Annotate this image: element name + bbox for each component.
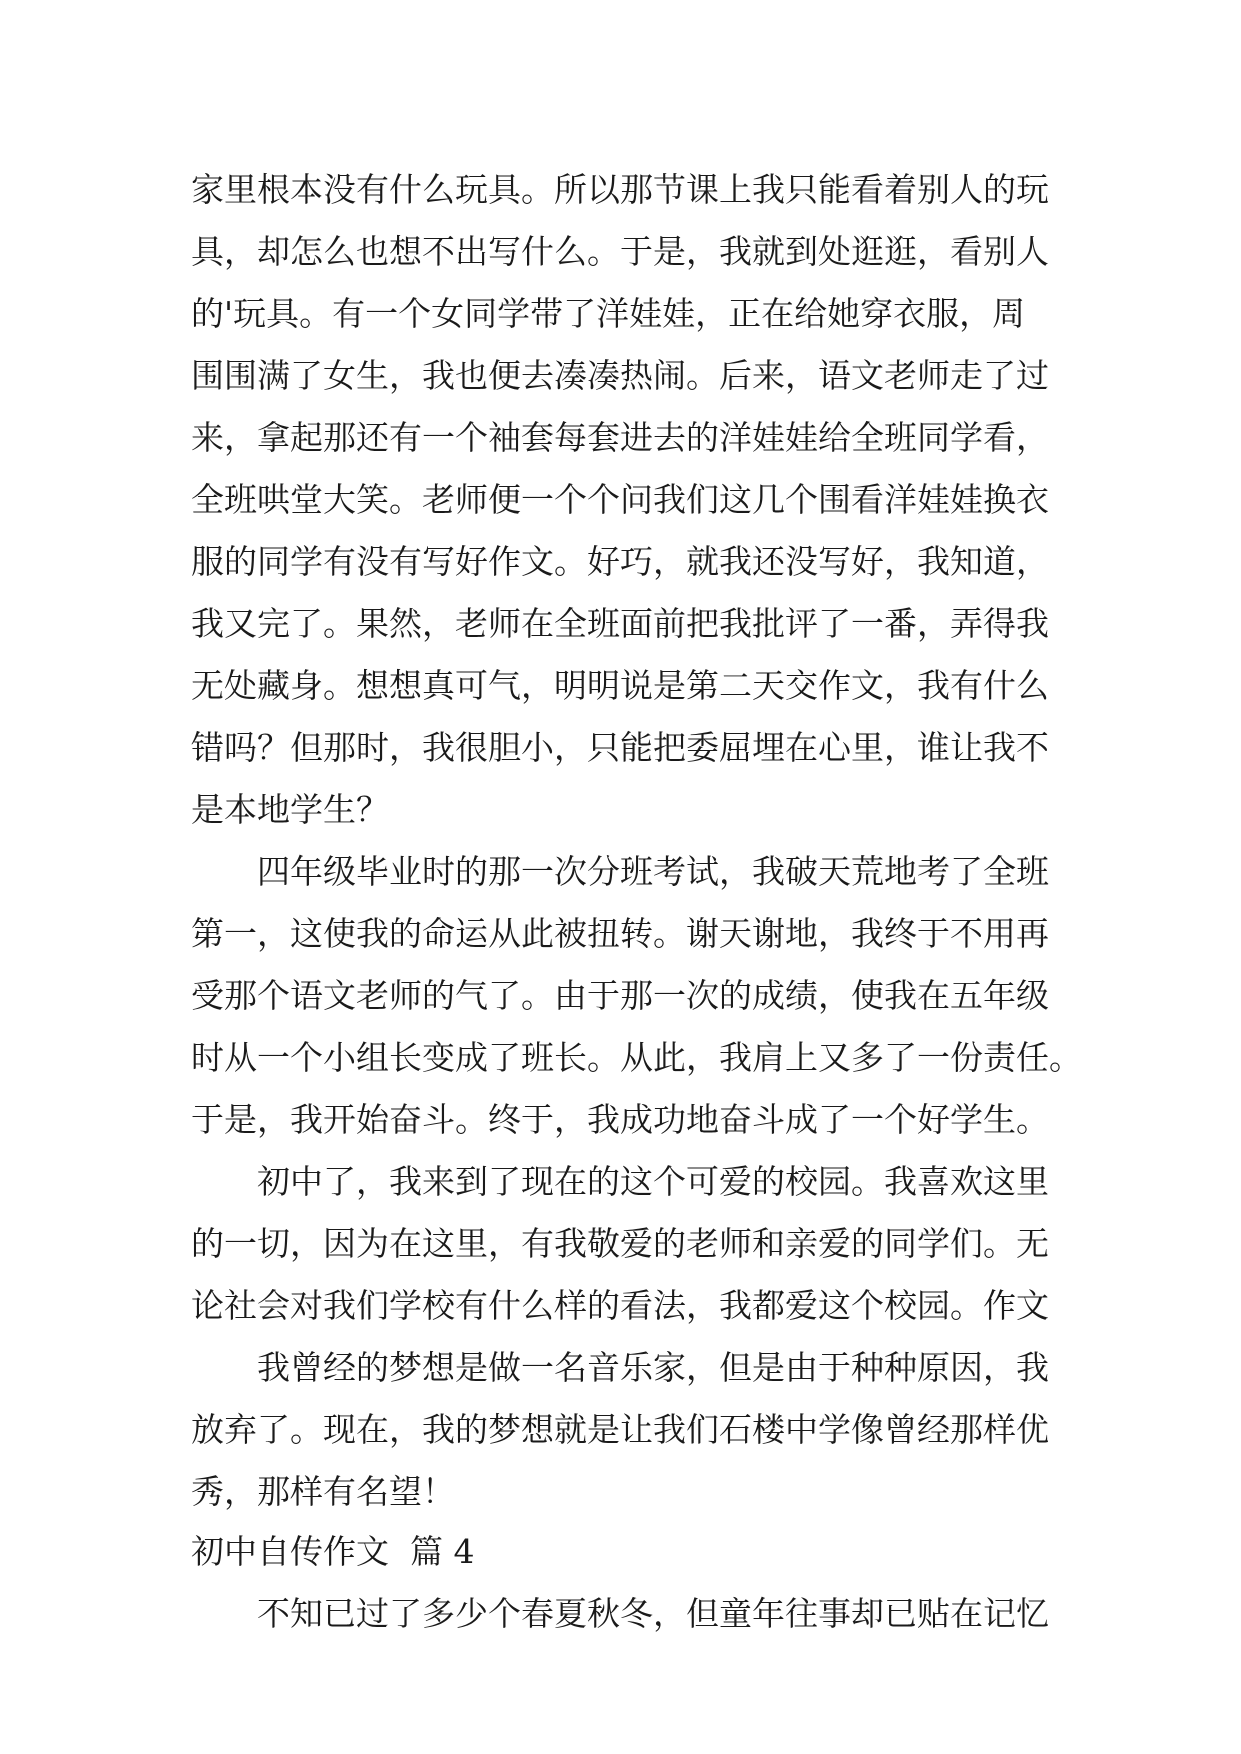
text-line: 第一，这使我的命运从此被扭转。谢天谢地，我终于不用再	[191, 914, 1049, 953]
text-line: 于是，我开始奋斗。终于，我成功地奋斗成了一个好学生。	[191, 1100, 1049, 1139]
text-line: 的'玩具。有一个女同学带了洋娃娃，正在给她穿衣服，周	[191, 294, 1026, 333]
text-line: 来，拿起那还有一个袖套每套进去的洋娃娃给全班同学看，	[191, 418, 1049, 457]
text-line: 论社会对我们学校有什么样的看法，我都爱这个校园。作文	[191, 1286, 1049, 1325]
text-line: 四年级毕业时的那一次分班考试，我破天荒地考了全班	[257, 852, 1049, 891]
text-line: 服的同学有没有写好作文。好巧，就我还没写好，我知道，	[191, 542, 1049, 581]
text-line: 不知已过了多少个春夏秋冬，但童年往事却已贴在记忆	[257, 1594, 1049, 1633]
text-line: 无处藏身。想想真可气，明明说是第二天交作文，我有什么	[191, 666, 1049, 705]
text-line: 初中了，我来到了现在的这个可爱的校园。我喜欢这里	[257, 1162, 1049, 1201]
text-line: 围围满了女生，我也便去凑凑热闹。后来，语文老师走了过	[191, 356, 1049, 395]
text-line: 时从一个小组长变成了班长。从此，我肩上又多了一份责任。	[191, 1038, 1082, 1077]
text-line: 秀，那样有名望！	[191, 1472, 455, 1511]
text-line: 我又完了。果然，老师在全班面前把我批评了一番，弄得我	[191, 604, 1049, 643]
text-line: 全班哄堂大笑。老师便一个个问我们这几个围看洋娃娃换衣	[191, 480, 1049, 519]
text-line: 受那个语文老师的气了。由于那一次的成绩，使我在五年级	[191, 976, 1049, 1015]
section-heading: 初中自传作文 篇 4	[191, 1532, 475, 1571]
text-line: 是本地学生？	[191, 790, 389, 829]
text-line: 具，却怎么也想不出写什么。于是，我就到处逛逛，看别人	[191, 232, 1049, 271]
text-line: 错吗？但那时，我很胆小，只能把委屈埋在心里，谁让我不	[191, 728, 1049, 767]
text-line: 的一切，因为在这里，有我敬爱的老师和亲爱的同学们。无	[191, 1224, 1049, 1263]
text-line: 放弃了。现在，我的梦想就是让我们石楼中学像曾经那样优	[191, 1410, 1049, 1449]
text-line: 我曾经的梦想是做一名音乐家，但是由于种种原因，我	[257, 1348, 1049, 1387]
document-body	[191, 159, 1082, 1645]
text-line: 家里根本没有什么玩具。所以那节课上我只能看着别人的玩	[191, 170, 1049, 209]
